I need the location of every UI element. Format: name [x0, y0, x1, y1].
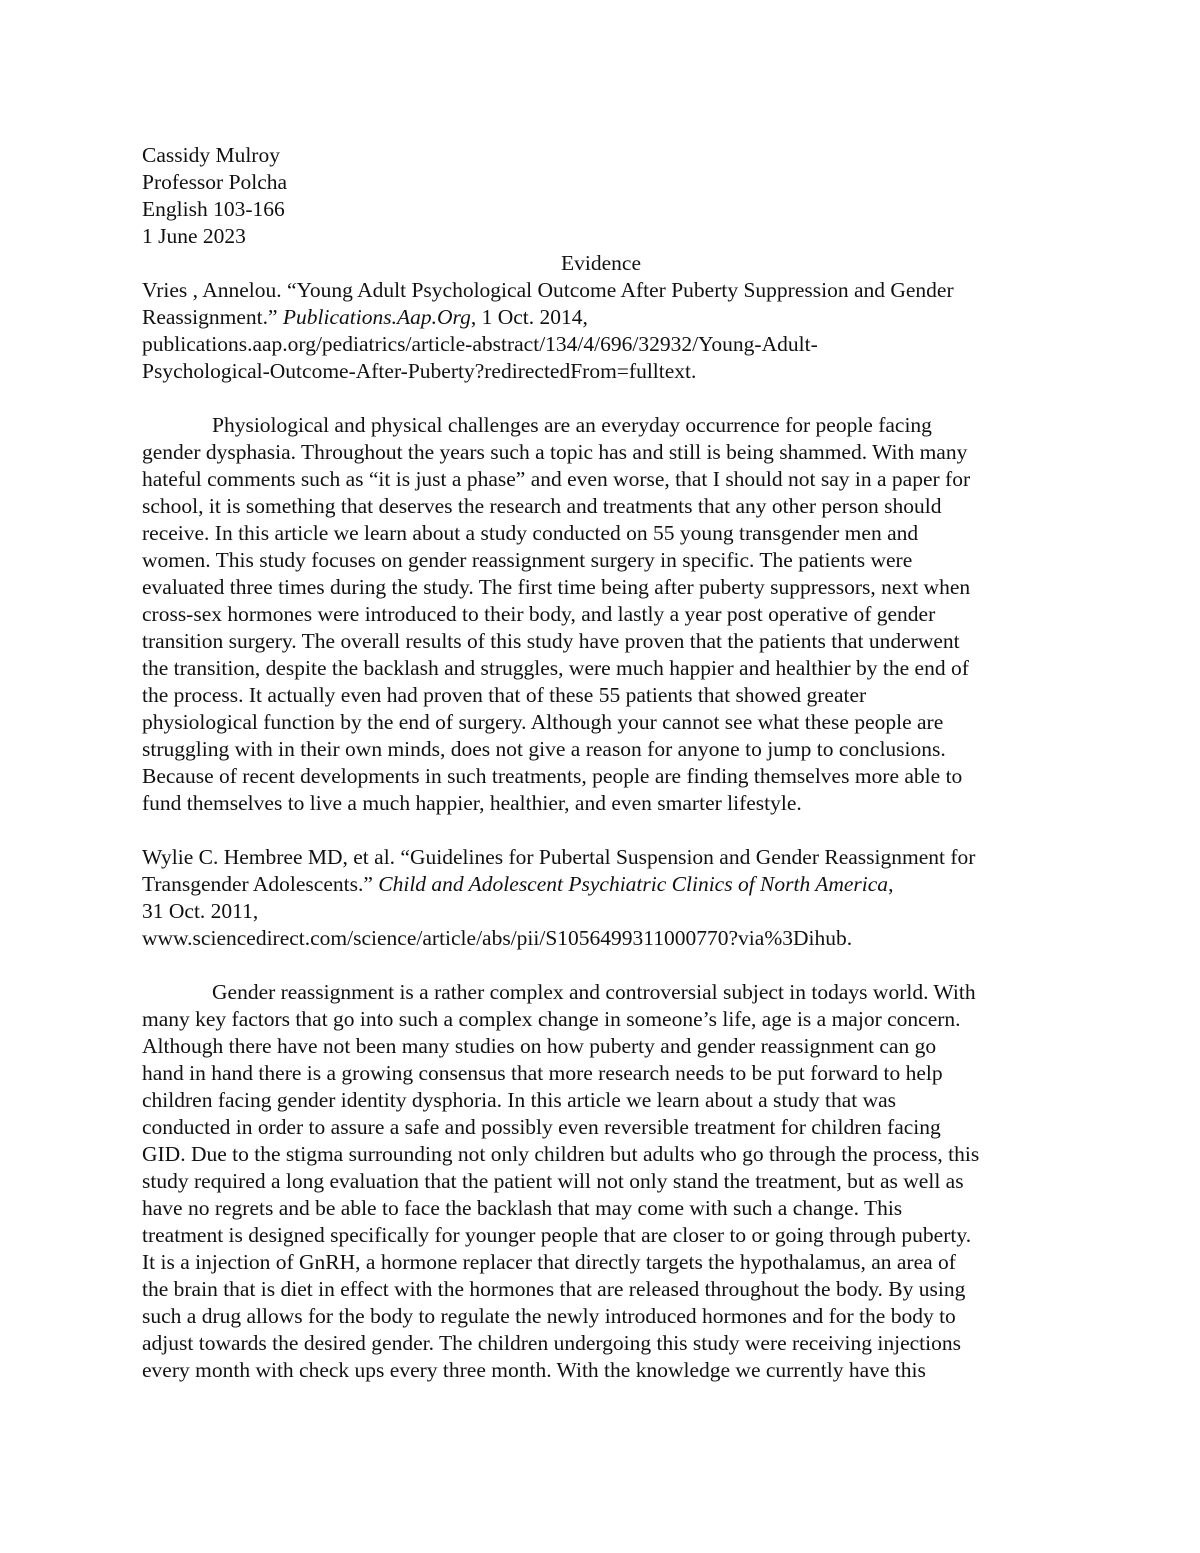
paragraph-line: Although there have not been many studies on how puberty and gender reassignment can go	[142, 1034, 937, 1058]
spacer	[142, 385, 1060, 412]
citation-date: 31 Oct. 2011,	[142, 899, 259, 923]
paragraph-line: have no regrets and be able to face the backlash that may come with such a change. This	[142, 1196, 903, 1220]
document-title: Evidence	[561, 251, 641, 275]
paragraph-line: study required a long evaluation that the patient will not only stand the treatment, but as well as	[142, 1169, 964, 1193]
paragraph-line: Gender reassignment is a rather complex and controversial subject in todays world. With	[212, 980, 976, 1004]
citation-url: publications.aap.org/pediatrics/article-abstract/134/4/696/32932/Young-Adult-	[142, 332, 818, 356]
header-block	[142, 142, 1060, 250]
citation-line: Wylie C. Hembree MD, et al. “Guidelines for Pubertal Suspension and Gender Reassignment for	[142, 845, 976, 869]
document-page	[142, 142, 1060, 1384]
citation-line: Reassignment.” Publications.Aap.Org, 1 Oct. 2014,	[142, 305, 588, 329]
paragraph-line: every month with check ups every three month. With the knowledge we currently have this	[142, 1358, 926, 1382]
paragraph-line: receive. In this article we learn about a study conducted on 55 young transgender men and	[142, 521, 919, 545]
paragraph-line: the brain that is diet in effect with the hormones that are released throughout the body. By using	[142, 1277, 966, 1301]
paragraph-line: transition surgery. The overall results of this study have proven that the patients that underwent	[142, 629, 960, 653]
paragraph-line: Physiological and physical challenges are an everyday occurrence for people facing	[212, 413, 932, 437]
paragraph-line: GID. Due to the stigma surrounding not only children but adults who go through the process, this	[142, 1142, 980, 1166]
professor-name: Professor Polcha	[142, 170, 288, 194]
paragraph-line: such a drug allows for the body to regulate the newly introduced hormones and for the body to	[142, 1304, 956, 1328]
citation-line: Transgender Adolescents.” Child and Adolescent Psychiatric Clinics of North America,	[142, 872, 894, 896]
paragraph-hembree-summary	[142, 979, 1060, 1384]
paragraph-line: fund themselves to live a much happier, healthier, and even smarter lifestyle.	[142, 791, 802, 815]
paragraph-line: cross-sex hormones were introduced to their body, and lastly a year post operative of gender	[142, 602, 936, 626]
paragraph-line: children facing gender identity dysphoria. In this article we learn about a study that was	[142, 1088, 897, 1112]
citation-hembree	[142, 844, 1060, 952]
citation-line: Vries , Annelou. “Young Adult Psychological Outcome After Puberty Suppression and Gender	[142, 278, 954, 302]
citation-vries	[142, 277, 1060, 385]
paragraph-line: hateful comments such as “it is just a phase” and even worse, that I should not say in a paper for	[142, 467, 971, 491]
paragraph-line: physiological function by the end of surgery. Although your cannot see what these people are	[142, 710, 944, 734]
journal-title: Publications.Aap.Org	[282, 305, 471, 329]
paragraph-line: struggling with in their own minds, does not give a reason for anyone to jump to conclusions.	[142, 737, 946, 761]
paragraph-vries-summary	[142, 412, 1060, 817]
spacer	[142, 952, 1060, 979]
paragraph-line: gender dysphasia. Throughout the years such a topic has and still is being shammed. With many	[142, 440, 968, 464]
paragraph-line: Because of recent developments in such treatments, people are finding themselves more able to	[142, 764, 963, 788]
paragraph-line: treatment is designed specifically for younger people that are closer to or going through puberty.	[142, 1223, 972, 1247]
paragraph-line: conducted in order to assure a safe and possibly even reversible treatment for children facing	[142, 1115, 941, 1139]
citation-url: Psychological-Outcome-After-Puberty?redirectedFrom=fulltext.	[142, 359, 697, 383]
citation-url: www.sciencedirect.com/science/article/abs/pii/S1056499311000770?via%3Dihub.	[142, 926, 853, 950]
paragraph-line: women. This study focuses on gender reassignment surgery in specific. The patients were	[142, 548, 913, 572]
paragraph-line: the process. It actually even had proven that of these 55 patients that showed greater	[142, 683, 867, 707]
paragraph-line: many key factors that go into such a complex change in someone’s life, age is a major concern.	[142, 1007, 961, 1031]
journal-title: Child and Adolescent Psychiatric Clinics of North America	[378, 872, 889, 896]
paragraph-line: adjust towards the desired gender. The children undergoing this study were receiving injections	[142, 1331, 961, 1355]
paragraph-line: the transition, despite the backlash and struggles, were much happier and healthier by the end of	[142, 656, 969, 680]
paragraph-line: evaluated three times during the study. The first time being after puberty suppressors, next when	[142, 575, 971, 599]
paragraph-line: hand in hand there is a growing consensus that more research needs to be put forward to help	[142, 1061, 943, 1085]
spacer	[142, 817, 1060, 844]
paragraph-line: It is a injection of GnRH, a hormone replacer that directly targets the hypothalamus, an area of	[142, 1250, 956, 1274]
course-name: English 103-166	[142, 197, 285, 221]
paragraph-line: school, it is something that deserves the research and treatments that any other person should	[142, 494, 942, 518]
author-name: Cassidy Mulroy	[142, 143, 280, 167]
document-date: 1 June 2023	[142, 224, 246, 248]
